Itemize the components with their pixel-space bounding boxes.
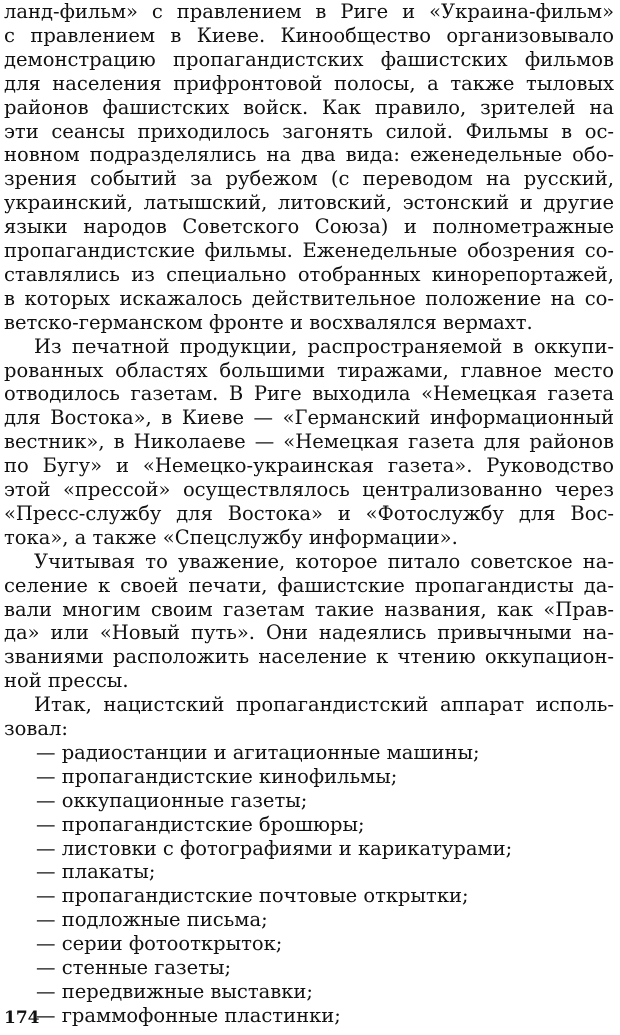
text-line: ветско-германском фронте и восхвалялся вермахт.	[4, 310, 533, 334]
list-item: — пропагандистские почтовые открытки;	[36, 884, 469, 908]
text-line: отводилось газетам. В Риге выходила «Немецкая газета	[4, 382, 614, 406]
text-line: пропагандистские фильмы. Еженедельные обозрения со-	[4, 239, 614, 262]
text-line: Из печатной продукции, распространяемой в оккупи-	[34, 334, 614, 358]
text-line: в которых искажалось действительное положение на со-	[4, 286, 614, 310]
list-item: — пропагандистские кинофильмы;	[36, 764, 398, 788]
text-line: зрения событий за рубежом (с переводом на русский,	[4, 167, 614, 191]
text-line: вали многим своим газетам такие названия, как «Прав-	[4, 597, 614, 621]
list-item: — подложные письма;	[36, 908, 268, 932]
text-line: да» или «Новый путь». Они надеялись привычными на-	[4, 621, 614, 645]
text-line: званиями расположить население к чтению оккупацион-	[4, 645, 614, 669]
list-item: — граммофонные пластинки;	[36, 1003, 341, 1027]
list-item: — радиостанции и агитационные машины;	[36, 740, 480, 764]
text-line: языки народов Советского Союза) и полнометражные	[4, 215, 614, 239]
list-item: — серии фотооткрыток;	[36, 932, 283, 956]
text-line: этой «прессой» осуществлялось централизованно через	[4, 478, 614, 501]
text-line: ставлялись из специально отобранных кинорепортажей,	[4, 262, 614, 286]
text-line: украинский, латышский, литовский, эстонский и другие	[4, 191, 614, 215]
list-item: — листовки с фотографиями и карикатурами;	[36, 836, 513, 860]
text-line: для населения прифронтовой полосы, а также тыловых	[4, 71, 614, 95]
text-line: по Бугу» и «Немецко-украинская газета». Руководство	[4, 454, 614, 478]
list-item: — плакаты;	[36, 860, 156, 884]
text-line: ланд-фильм» с правлением в Риге и «Украина-фильм»	[4, 0, 614, 23]
list-item: — передвижные выставки;	[36, 979, 313, 1003]
page-number: 174	[4, 1008, 40, 1028]
text-line: эти сеансы приходилось загонять силой. Фильмы в ос-	[4, 119, 614, 143]
text-line: вестник», в Николаеве — «Немецкая газета для районов	[4, 430, 614, 454]
text-line: ной прессы.	[4, 669, 129, 693]
list-item: — оккупационные газеты;	[36, 788, 308, 812]
text-line: новном подразделялись на два вида: еженедельные обо-	[4, 143, 614, 167]
text-line: Итак, нацистский пропагандистский аппарат исполь-	[34, 693, 614, 717]
text-line: Учитывая то уважение, которое питало советское на-	[34, 549, 614, 573]
text-line: районов фашистских войск. Как правило, зрителей на	[4, 95, 614, 119]
text-line: для Востока», в Киеве — «Германский информационный	[4, 406, 614, 430]
text-line: с правлением в Киеве. Кинообщество организовывало	[4, 23, 614, 47]
text-line: рованных областях большими тиражами, главное место	[4, 358, 614, 382]
text-line: селение к своей печати, фашистские пропагандисты да-	[4, 573, 614, 597]
list-item: — стенные газеты;	[36, 956, 232, 979]
text-line: зовал:	[4, 717, 68, 740]
text-line: «Пресс-службу для Востока» и «Фотослужбу для Вос-	[4, 501, 614, 525]
text-line: тока», а также «Спецслужбу информации».	[4, 525, 458, 549]
list-item: — пропагандистские брошюры;	[36, 812, 365, 836]
text-line: демонстрацию пропагандистских фашистских фильмов	[4, 47, 614, 71]
